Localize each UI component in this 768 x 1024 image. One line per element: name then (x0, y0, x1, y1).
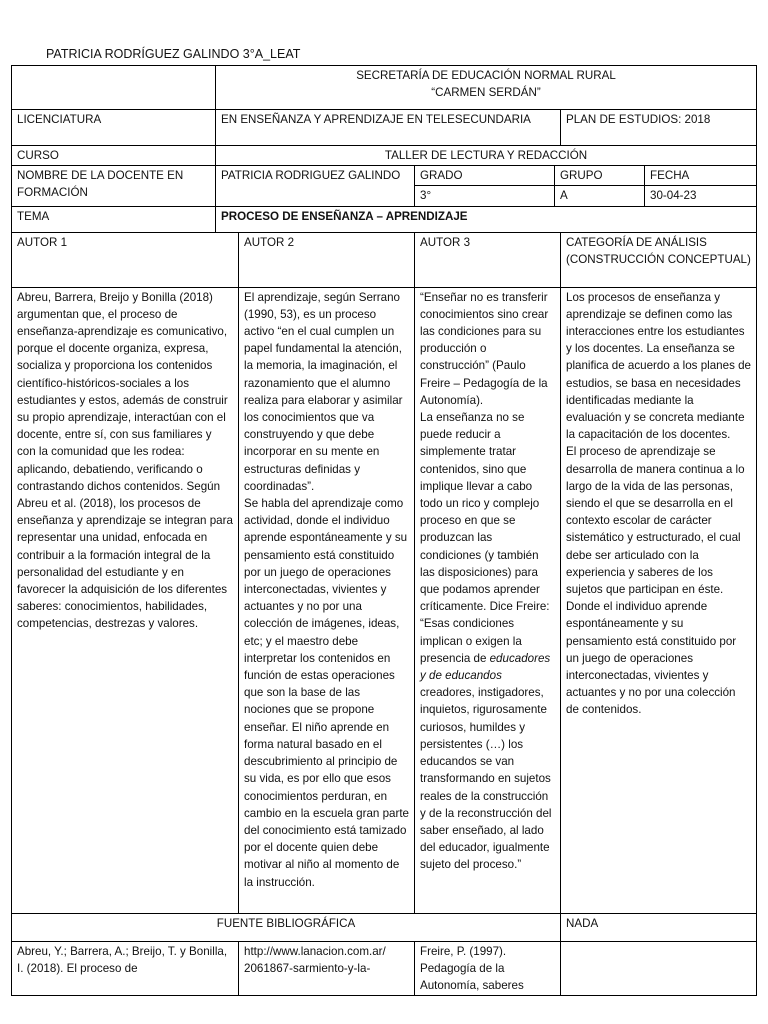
logo-cell (12, 66, 216, 110)
institution-school: “CARMEN SERDÁN” (431, 86, 541, 100)
author2-header: AUTOR 2 (239, 232, 415, 287)
teacher-name: PATRICIA RODRIGUEZ GALINDO (216, 166, 415, 206)
author3-text-italic: educadores y de educandos (420, 651, 551, 683)
sources-label: FUENTE BIBLIOGRÁFICA (12, 913, 561, 941)
column-headers-row (12, 232, 757, 287)
category-paragraph-2: El proceso de aprendizaje se desarrolla de manera continua a lo largo de la vida de las personas, siendo el que se desarrolla en el contexto escolar de carácter sistemático y estructurado, el cual debe ser articulado con la experiencia y saberes de los sujetos que participan en éste. Donde el individuo aprende espontáneamente y su pensamiento está constituido por un juego de operaciones interconectadas, vivientes y actuantes y no por una colección de contenidos. (566, 445, 745, 717)
sources-header-row (12, 913, 757, 941)
topic-value: PROCESO DE ENSEÑANZA – APRENDIZAJE (216, 206, 757, 232)
group-value: A (555, 186, 645, 206)
reference-1: Abreu, Y.; Barrera, A.; Breijo, T. y Bonilla, I. (2018). El proceso de (12, 941, 239, 996)
category-paragraph-1: Los procesos de enseñanza y aprendizaje se definen como las interacciones entre los estudiantes y los docentes. La enseñanza se planifica de acuerdo a los planes de estudios, se basa en necesidades identificadas mediante la evaluación y se concreta mediante la capacitación de los docentes. (566, 290, 751, 442)
program-value: EN ENSEÑANZA Y APRENDIZAJE EN TELESECUNDARIA (216, 110, 561, 146)
plan-value: PLAN DE ESTUDIOS: 2018 (561, 110, 757, 146)
reference-3: Freire, P. (1997). Pedagogía de la Autonomía, saberes (415, 941, 561, 996)
date-value: 30-04-23 (645, 186, 757, 206)
planning-table (11, 65, 757, 996)
author3-text-b: creadores, instigadores, inquietos, rigurosamente curiosos, humildes y persistentes (…) los educandos se van transformando en sujetos reales de la construcción y de la reconstrucción del saber enseñado, al lado del educador, igualmente sujeto del proceso.” (420, 686, 552, 872)
author1-paragraph: Abreu, Barrera, Breijo y Bonilla (2018) argumentan que, el proceso de enseñanza-aprendizaje es comunicativo, porque el docente organiza, expresa, socializa y proporciona los contenidos científico-históricos-sociales a los estudiantes y estos, además de construir su propio aprendizaje, interactúan con el docente, entre sí, con sus familiares y con la comunidad que les rodea: aplicando, debatiendo, verificando o contrastando dichos contenidos. Según Abreu et al. (2018), los procesos de enseñanza y aprendizaje se integran para representar una unidad, enfocada en contribuir a la formación integral de la personalidad del estudiante y en favorecer la adquisición de los diferentes saberes: conocimientos, habilidades, competencias, destrezas y valores. (17, 290, 233, 631)
content-row (12, 287, 757, 913)
category-header: CATEGORÍA DE ANÁLISIS (CONSTRUCCIÓN CONCEPTUAL) (561, 232, 757, 287)
institution-row (12, 66, 757, 110)
reference-4 (561, 941, 757, 996)
author2-paragraph-1: El aprendizaje, según Serrano (1990, 53), es un proceso activo “en el cual cumplen un papel fundamental la atención, la memoria, la imaginación, el razonamiento que el alumno realiza para elaborar y asimilar los conocimientos que va construyendo y que debe incorporar en su mente en estructuras definidas y coordinadas”. (244, 290, 403, 493)
institution-name: SECRETARÍA DE EDUCACIÓN NORMAL RURAL (356, 69, 616, 82)
grade-label: GRADO (415, 166, 555, 186)
topic-label: TEMA (12, 206, 216, 232)
author3-paragraph-2 (420, 409, 555, 873)
teacher-row (12, 166, 757, 186)
course-label: CURSO (12, 146, 216, 166)
teacher-label: NOMBRE DE LA DOCENTE EN FORMACIÓN (12, 166, 216, 206)
author1-header: AUTOR 1 (12, 232, 239, 287)
sources-extra: NADA (561, 913, 757, 941)
references-row (12, 941, 757, 996)
author1-text (12, 287, 239, 913)
author2-paragraph-2: Se habla del aprendizaje como actividad, donde el individuo aprende espontáneamente y su pensamiento está constituido por un juego de operaciones interconectadas, vivientes y actuantes y no por una colección de imágenes, ideas, etc; y el maestro debe interpretar los contenidos en función de estas operaciones que son la base de las nociones que se propone enseñar. El niño aprende en forma natural basado en el descubrimiento al principio de su vida, es por ello que esos conocimientos perduran, en cambio en la escuela gran parte del conocimiento está tamizado por el docente quien debe motivar al niño al momento de la instrucción. (244, 497, 409, 889)
institution-cell (216, 66, 757, 110)
program-label: LICENCIATURA (12, 110, 216, 146)
grade-value: 3° (415, 186, 555, 206)
category-text (561, 287, 757, 913)
author3-paragraph-1: “Enseñar no es transferir conocimientos sino crear las condiciones para su producción o construcción” (Paulo Freire – Pedagogía de la Autonomía). (420, 290, 549, 407)
document-header: PATRICIA RODRÍGUEZ GALINDO 3°A_LEAT (46, 47, 301, 61)
reference-2: http://www.lanacion.com.ar/ 2061867-sarmiento-y-la- (239, 941, 415, 996)
course-row (12, 146, 757, 166)
program-row (12, 110, 757, 146)
author3-text-a: La enseñanza no se puede reducir a simplemente tratar contenidos, sino que implique llevar a cabo todo un rico y complejo proceso en que se produzcan las condiciones (y también las disposiciones) para que podamos aprender críticamente. Dice Freire: “Esas condiciones implican o exigen la presencia de (420, 411, 550, 665)
topic-row (12, 206, 757, 232)
author3-text (415, 287, 561, 913)
date-label: FECHA (645, 166, 757, 186)
author3-header: AUTOR 3 (415, 232, 561, 287)
author2-text (239, 287, 415, 913)
group-label: GRUPO (555, 166, 645, 186)
course-value: TALLER DE LECTURA Y REDACCIÓN (216, 146, 757, 166)
